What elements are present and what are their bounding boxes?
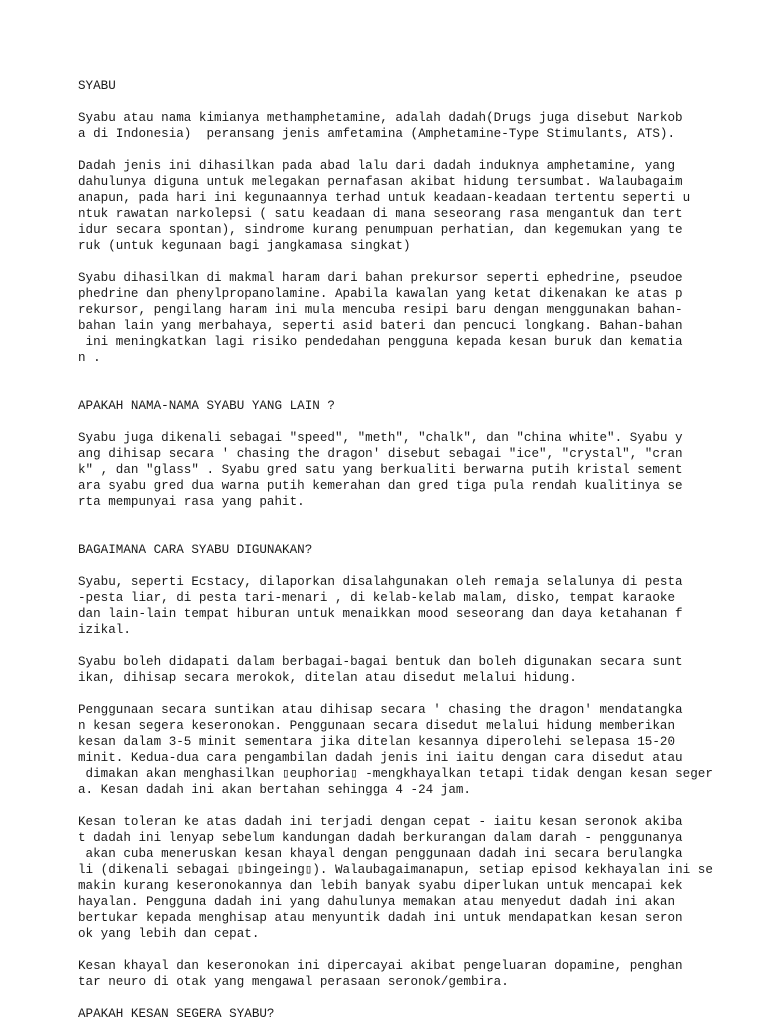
blank-line	[78, 382, 738, 398]
section-heading: APAKAH KESAN SEGERA SYABU?	[78, 1007, 275, 1021]
text-line: ara syabu gred dua warna putih kemerahan dan gred tiga pula rendah kualitinya se	[78, 479, 683, 493]
blank-line	[78, 638, 738, 654]
section-heading: BAGAIMANA CARA SYABU DIGUNAKAN?	[78, 543, 313, 557]
blank-line	[78, 686, 738, 702]
text-line: rta mempunyai rasa yang pahit.	[78, 495, 305, 509]
text-line: Kesan toleran ke atas dadah ini terjadi dengan cepat - iaitu kesan seronok akiba	[78, 815, 683, 829]
text-line: bahan lain yang merbahaya, seperti asid bateri dan pencuci longkang. Bahan-bahan	[78, 319, 683, 333]
text-line: idur secara spontan), sindrome kurang penumpuan perhatian, dan kegemukan yang te	[78, 223, 683, 237]
text-line: APAKAH NAMA-NAMA SYABU YANG LAIN ?	[78, 399, 335, 413]
text-line: izikal.	[78, 623, 131, 637]
text-line: ok yang lebih dan cepat.	[78, 927, 260, 941]
text-line: n .	[78, 351, 101, 365]
text-line: Penggunaan secara suntikan atau dihisap secara ' chasing the dragon' mendatangka	[78, 703, 683, 717]
text-line: Syabu atau nama kimianya methamphetamine, adalah dadah(Drugs juga disebut Narkob	[78, 111, 683, 125]
text-line: dan lain-lain tempat hiburan untuk menaikkan mood seseorang dan daya ketahanan f	[78, 607, 683, 621]
blank-line	[78, 526, 738, 542]
text-line: dimakan akan menghasilkan ▯euphoria▯ -mengkhayalkan tetapi tidak dengan kesan seger	[78, 767, 713, 781]
text-line: li (dikenali sebagai ▯bingeing▯). Walaubagaimanapun, setiap episod kekhayalan ini se	[78, 863, 713, 877]
blank-line	[78, 510, 738, 526]
text-line: kesan dalam 3-5 minit sementara jika ditelan kesannya diperolehi selepasa 15-20	[78, 735, 676, 749]
text-line: Dadah jenis ini dihasilkan pada abad lalu dari dadah induknya amphetamine, yang	[78, 159, 676, 173]
text-line: k" , dan "glass" . Syabu gred satu yang berkualiti berwarna putih kristal sement	[78, 463, 683, 477]
text-line: n kesan segera keseronokan. Penggunaan secara disedut melalui hidung memberikan	[78, 719, 676, 733]
text-line: tar neuro di otak yang mengawal perasaan seronok/gembira.	[78, 975, 509, 989]
blank-line	[78, 366, 738, 382]
text-line: ini meningkatkan lagi risiko pendedahan pengguna kepada kesan buruk dan kematia	[78, 335, 683, 349]
text-line: makin kurang keseronokannya dan lebih banyak syabu diperlukan untuk mencapai kek	[78, 879, 683, 893]
text-line: akan cuba meneruskan kesan khayal dengan penggunaan dadah ini secara berulangka	[78, 847, 683, 861]
blank-line	[78, 142, 738, 158]
blank-line	[78, 254, 738, 270]
blank-line	[78, 558, 738, 574]
text-line: ikan, dihisap secara merokok, ditelan atau disedut melalui hidung.	[78, 671, 577, 685]
text-line: t dadah ini lenyap sebelum kandungan dadah berkurangan dalam darah - penggunanya	[78, 831, 683, 845]
blank-line	[78, 94, 738, 110]
text-line: a. Kesan dadah ini akan bertahan sehingga 4 -24 jam.	[78, 783, 471, 797]
text-line: phedrine dan phenylpropanolamine. Apabila kawalan yang ketat dikenakan ke atas p	[78, 287, 683, 301]
text-line: ruk (untuk kegunaan bagi jangkamasa singkat)	[78, 239, 411, 253]
text-line: anapun, pada hari ini kegunaannya terhad untuk keadaan-keadaan tertentu seperti u	[78, 191, 691, 205]
text-line: dahulunya diguna untuk melegakan pernafasan akibat hidung tersumbat. Walaubagaim	[78, 175, 683, 189]
text-line: -pesta liar, di pesta tari-menari , di kelab-kelab malam, disko, tempat karaoke	[78, 591, 676, 605]
blank-line	[78, 942, 738, 958]
text-line: a di Indonesia) peransang jenis amfetamina (Amphetamine-Type Stimulants, ATS).	[78, 127, 676, 141]
text-line: Syabu dihasilkan di makmal haram dari bahan prekursor seperti ephedrine, pseudoe	[78, 271, 683, 285]
text-line: bertukar kepada menghisap atau menyuntik dadah ini untuk mendapatkan kesan seron	[78, 911, 683, 925]
text-line: Syabu juga dikenali sebagai "speed", "meth", "chalk", dan "china white". Syabu y	[78, 431, 683, 445]
blank-line	[78, 798, 738, 814]
text-line: Kesan khayal dan keseronokan ini dipercayai akibat pengeluaran dopamine, penghan	[78, 959, 683, 973]
text-line: Syabu boleh didapati dalam berbagai-bagai bentuk dan boleh digunakan secara sunt	[78, 655, 683, 669]
text-line: hayalan. Pengguna dadah ini yang dahulunya memakan atau menyedut dadah ini akan	[78, 895, 676, 909]
text-line: rekursor, pengilang haram ini mula mencuba resipi baru dengan menggunakan bahan-	[78, 303, 683, 317]
document-page	[78, 78, 738, 1022]
blank-line	[78, 990, 738, 1006]
text-line: ntuk rawatan narkolepsi ( satu keadaan di mana seseorang rasa mengantuk dan tert	[78, 207, 683, 221]
section-heading: SYABU	[78, 79, 116, 93]
text-line: Syabu, seperti Ecstacy, dilaporkan disalahgunakan oleh remaja selalunya di pesta	[78, 575, 683, 589]
text-line: ang dihisap secara ' chasing the dragon' disebut sebagai "ice", "crystal", "cran	[78, 447, 683, 461]
text-line: minit. Kedua-dua cara pengambilan dadah jenis ini iaitu dengan cara disedut atau	[78, 751, 683, 765]
blank-line	[78, 414, 738, 430]
